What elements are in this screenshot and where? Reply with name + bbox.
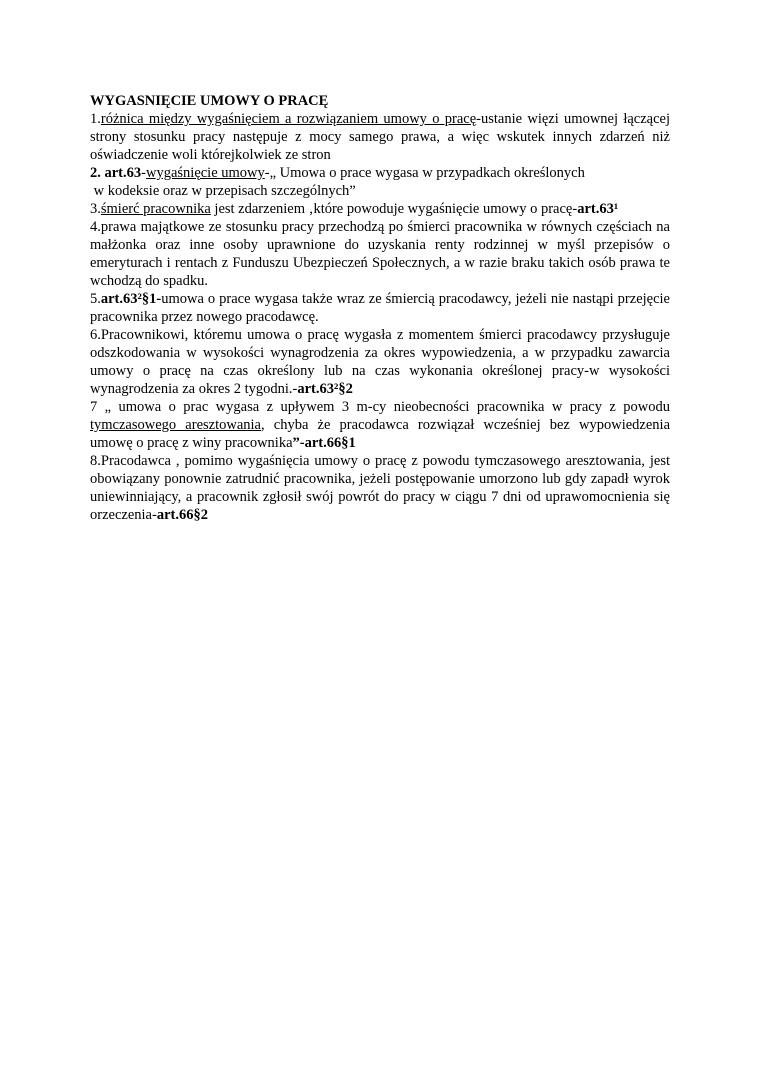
p2-dash: -	[141, 165, 146, 181]
p1-number: 1.	[90, 111, 101, 127]
p7-text-2: , chyba że pracodawca rozwiązał wcześniej bez wypowiedzenia umowę o pracę z winy pracownika	[90, 417, 671, 451]
paragraph-2	[90, 164, 670, 200]
paragraph-3	[90, 200, 670, 218]
paragraph-6	[90, 326, 670, 398]
p5-number: 5.	[90, 291, 101, 307]
p3-article: art.63¹	[577, 201, 619, 217]
p8-article: art.66§2	[156, 507, 208, 523]
p7-text-1: 7 „ umowa o prac wygasa z upływem 3 m-cy nieobecności pracownika w pracy z powodu	[90, 399, 670, 415]
p1-text: -ustanie więzi umownej łączącej strony stosunku pracy następuje z mocy samego prawa, a więc wskutek innych zdarzeń niż oświadczenie woli którejkolwiek ze stron	[90, 111, 670, 163]
p2-text-2: w kodeksie oraz w przepisach szczególnych”	[90, 183, 356, 199]
p1-underlined: różnica między wygaśnięciem a rozwiązaniem umowy o pracę	[100, 111, 477, 127]
document-body	[90, 92, 670, 524]
p6-article: art.63²§2	[297, 381, 353, 397]
p3-text: jest zdarzeniem ‚które powoduje wygaśnięcie umowy o pracę-	[210, 201, 578, 217]
p3-underlined: śmierć pracownika	[100, 201, 211, 217]
document-title: WYGASNIĘCIE UMOWY O PRACĘ	[90, 93, 329, 109]
paragraph-4: 4.prawa majątkowe ze stosunku pracy przechodzą po śmierci pracownika w równych częściach na małżonka oraz inne osoby uprawnione do uzyskania renty rodzinnej w myśl przepisów o emeryturach i rentach z Funduszu Ubezpieczeń Społecznych, a w razie braku takich osób prawa te wchodzą do spadku.	[90, 219, 670, 289]
paragraph-7	[90, 398, 670, 452]
p2-text-1: -„ Umowa o prace wygasa w przypadkach określonych	[264, 165, 585, 181]
p2-article: 2. art.63	[90, 165, 142, 181]
p7-underlined: tymczasowego aresztowania	[90, 417, 261, 433]
p8-text: 8.Pracodawca , pomimo wygaśnięcia umowy o pracę z powodu tymczasowego aresztowania, jest obowiązany ponownie zatrudnić pracownika, jeżeli postępowanie umorzono lub gdy zapadł wyrok uniewinniający, a pracownik zgłosił swój powrót do pracy w ciągu 7 dni od uprawomocnienia się orzeczenia-	[90, 453, 670, 523]
p5-text: umowa o prace wygasa także wraz ze śmiercią pracodawcy, jeżeli nie nastąpi przejęcie pracownika przez nowego pracodawcę.	[90, 291, 670, 325]
paragraph-5	[90, 290, 670, 326]
p5-article: art.63²§1-	[100, 291, 162, 307]
paragraph-8	[90, 452, 670, 524]
p6-text: 6.Pracownikowi, któremu umowa o pracę wygasła z momentem śmierci pracodawcy przysługuje odszkodowania w wysokości wynagrodzenia za okres wypowiedzenia, a w przypadku zawarcia umowy o pracę na czas określony lub na czas wykonania określonej pracy-w wysokości wynagrodzenia za okres 2 tygodni.-	[90, 327, 670, 397]
paragraph-1	[90, 110, 670, 164]
p7-article: ”-art.66§1	[292, 435, 356, 451]
p2-underlined: wygaśnięcie umowy	[145, 165, 265, 181]
p3-number: 3.	[90, 201, 101, 217]
